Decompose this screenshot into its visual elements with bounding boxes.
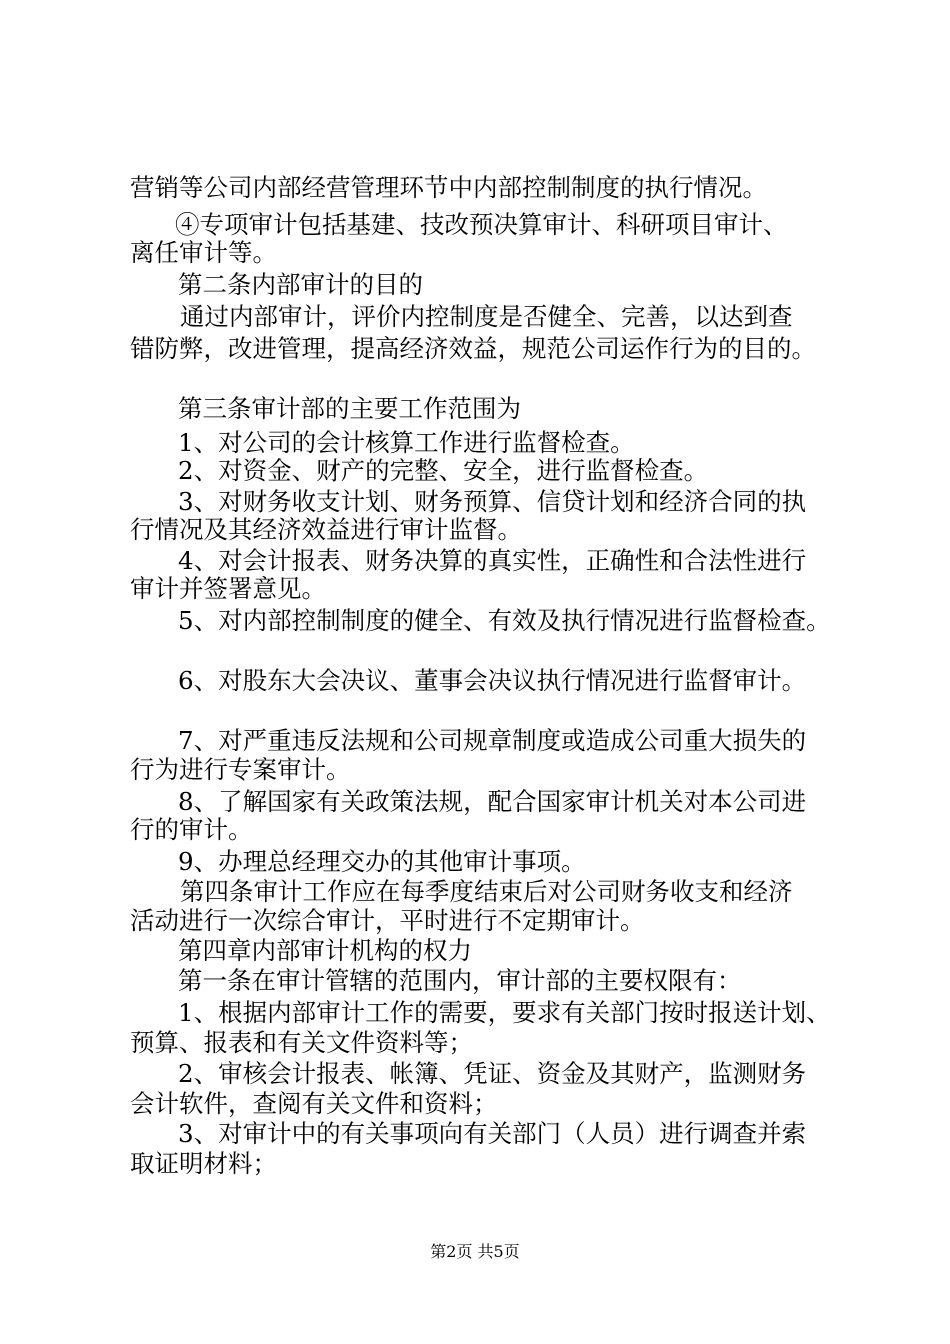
list-item: 1、根据内部审计工作的需要，要求有关部门按时报送计划、 [178, 998, 831, 1027]
section-heading: 第三条审计部的主要工作范围为 [178, 394, 521, 423]
page-footer: 第2页 共5页 [430, 1242, 520, 1261]
text-line: 行情况及其经济效益进行审计监督。 [130, 515, 522, 544]
text-line: 行的审计。 [130, 815, 253, 844]
list-item: 3、对审计中的有关事项向有关部门（人员）进行调查并索 [178, 1119, 807, 1148]
list-item: 2、审核会计报表、帐簿、凭证、资金及其财产，监测财务 [178, 1059, 807, 1088]
text-line: 行为进行专案审计。 [130, 755, 351, 784]
section-heading: 第四条审计工作应在每季度结束后对公司财务收支和经济 [180, 877, 793, 906]
text-line: 会计软件，查阅有关文件和资料； [130, 1089, 498, 1118]
chapter-heading: 第四章内部审计机构的权力 [178, 936, 472, 965]
text-line: 活动进行一次综合审计，平时进行不定期审计。 [130, 906, 645, 935]
list-item: 2、对资金、财产的完整、安全，进行监督检查。 [178, 456, 709, 485]
list-item: 7、对严重违反法规和公司规章制度或造成公司重大损失的 [178, 726, 807, 755]
list-item: 1、对公司的会计核算工作进行监督检查。 [178, 428, 635, 457]
list-item: 6、对股东大会决议、董事会决议执行情况进行监督审计。 [178, 666, 807, 695]
text-line: ④专项审计包括基建、技改预决算审计、科研项目审计、 [175, 210, 788, 239]
list-item: 8、了解国家有关政策法规，配合国家审计机关对本公司进 [178, 787, 807, 816]
text-line: 通过内部审计，评价内控制度是否健全、完善，以达到查 [180, 302, 793, 331]
section-heading: 第一条在审计管辖的范围内，审计部的主要权限有： [178, 966, 742, 995]
list-item: 3、对财务收支计划、财务预算、信贷计划和经济合同的执 [178, 487, 807, 516]
text-line: 预算、报表和有关文件资料等； [130, 1028, 473, 1057]
text-line: 取证明材料； [130, 1149, 277, 1178]
text-line: 营销等公司内部经营管理环节中内部控制制度的执行情况。 [130, 173, 767, 202]
section-heading: 第二条内部审计的目的 [178, 270, 423, 299]
text-line: 离任审计等。 [130, 238, 277, 267]
list-item: 9、办理总经理交办的其他审计事项。 [178, 847, 586, 876]
text-line: 审计并签署意见。 [130, 574, 326, 603]
list-item: 5、对内部控制制度的健全、有效及执行情况进行监督检查。 [178, 606, 831, 635]
text-line: 错防弊，改进管理，提高经济效益，规范公司运作行为的目的。 [130, 334, 816, 363]
list-item: 4、对会计报表、财务决算的真实性，正确性和合法性进行 [178, 546, 807, 575]
